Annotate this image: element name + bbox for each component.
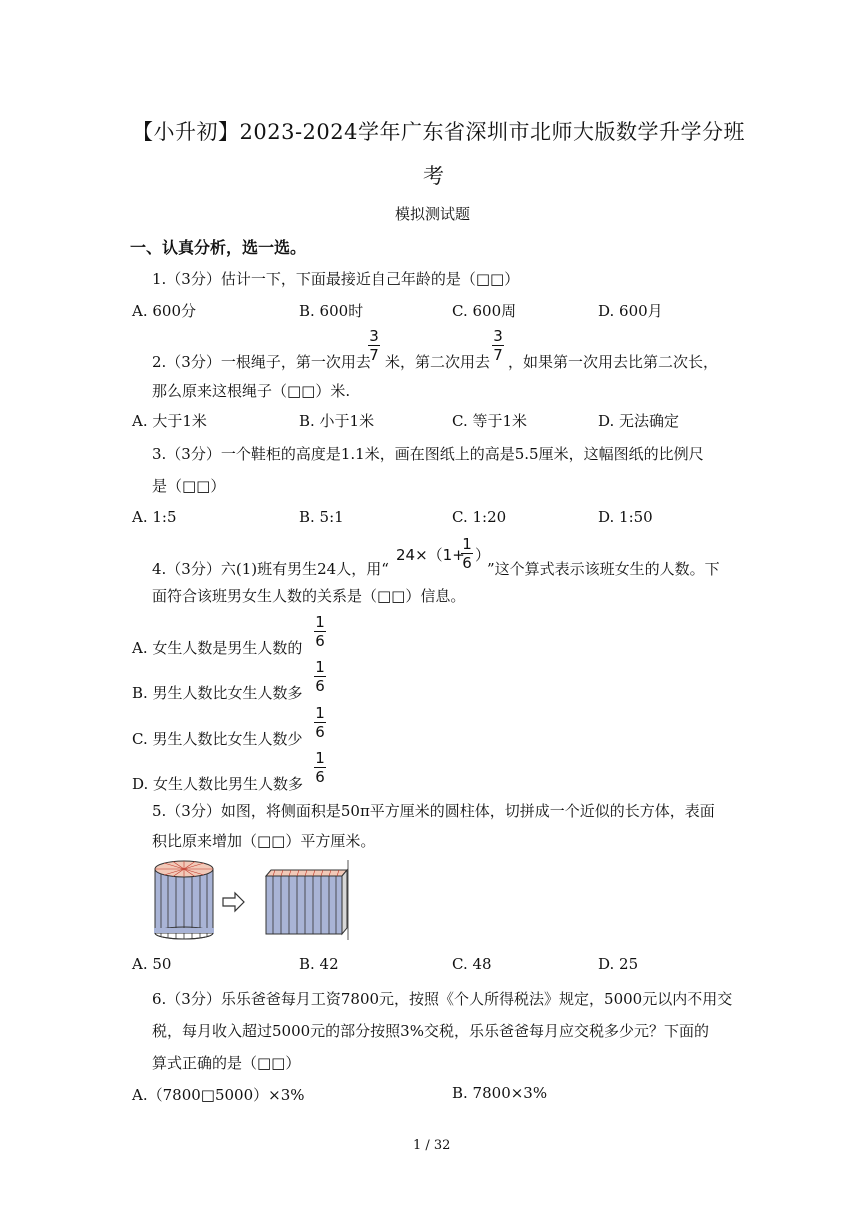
q3-option-a: A. 1:5 [132, 508, 177, 526]
fraction-numerator: 1 [315, 749, 325, 767]
cylinder-illustration [154, 861, 214, 939]
fraction-denominator: 7 [369, 346, 379, 364]
fraction-denominator: 6 [315, 768, 325, 786]
q3-option-d: D. 1:50 [598, 508, 653, 526]
question-4-text-line2: 面符合该班男女生人数的关系是（□□）信息。 [152, 587, 466, 605]
question-2-text-line2: 那么原来这根绳子（□□）米. [152, 382, 351, 400]
page-number: 1 / 32 [413, 1138, 451, 1153]
q5-option-d: D. 25 [598, 955, 639, 973]
fraction-denominator: 6 [462, 554, 472, 572]
q5-option-c: C. 48 [452, 955, 492, 973]
q2-fraction-2 [492, 328, 504, 363]
question-4-text-a: 4.（3分）六(1)班有男生24人，用“ [152, 560, 389, 578]
page-subtitle: 模拟测试题 [395, 205, 471, 223]
question-6-text-line3: 算式正确的是（□□） [152, 1054, 301, 1072]
q4-expression-suffix: ） [475, 546, 491, 564]
page-title-continued: 考 [423, 164, 445, 188]
fraction-denominator: 6 [315, 632, 325, 650]
question-6-text-line2: 税，每月收入超过5000元的部分按照3%交税，乐乐爸爸每月应交税多少元？下面的 [152, 1022, 709, 1040]
q4-option-c-fraction [314, 705, 326, 740]
fraction-denominator: 6 [315, 723, 325, 741]
question-5-text-line1: 5.（3分）如图，将侧面积是50π平方厘米的圆柱体，切拼成一个近似的长方体，表面 [152, 802, 715, 820]
q2-option-a: A. 大于1米 [132, 412, 207, 430]
q4-option-b-fraction [314, 659, 326, 694]
question-2-text-a: 2.（3分）一根绳子，第一次用去 [152, 353, 371, 371]
page-title: 【小升初】2023-2024学年广东省深圳市北师大版数学升学分班 [132, 120, 745, 144]
question-3-text-line1: 3.（3分）一个鞋柜的高度是1.1米，画在图纸上的高是5.5厘米，这幅图纸的比例尺 [152, 445, 704, 463]
fraction-numerator: 1 [315, 704, 325, 722]
question-6-text-line1: 6.（3分）乐乐爸爸每月工资7800元，按照《个人所得税法》规定，5000元以内不用交 [152, 990, 733, 1008]
fraction-numerator: 1 [315, 613, 325, 631]
q2-option-c: C. 等于1米 [452, 412, 528, 430]
q4-option-b: B. 男生人数比女生人数多 [132, 684, 303, 702]
q2-option-b: B. 小于1米 [299, 412, 375, 430]
q1-option-c: C. 600周 [452, 302, 517, 320]
q3-option-c: C. 1:20 [452, 508, 507, 526]
fraction-numerator: 3 [369, 327, 379, 345]
q4-option-a: A. 女生人数是男生人数的 [132, 639, 303, 657]
question-5-text-line2: 积比原来增加（□□）平方厘米。 [152, 832, 376, 850]
q5-option-b: B. 42 [299, 955, 339, 973]
q3-option-b: B. 5:1 [299, 508, 344, 526]
q5-option-a: A. 50 [132, 955, 172, 973]
q4-option-d: D. 女生人数比男生人数多 [132, 775, 304, 793]
q4-expression-prefix: 24×（1+ [396, 546, 465, 564]
q4-expression-fraction [461, 536, 473, 571]
question-1-text: 1.（3分）估计一下，下面最接近自己年龄的是（□□） [152, 270, 520, 288]
q4-option-c: C. 男生人数比女生人数少 [132, 730, 303, 748]
question-2-text-b: 米，第二次用去 [385, 353, 491, 371]
q4-option-a-fraction [314, 614, 326, 649]
q2-option-d: D. 无法确定 [598, 412, 680, 430]
arrow-right-icon [223, 893, 244, 911]
q6-option-b: B. 7800×3% [452, 1084, 548, 1102]
q1-option-a: A. 600分 [132, 302, 196, 320]
prism-illustration [266, 860, 348, 940]
q4-option-d-fraction [314, 750, 326, 785]
fraction-numerator: 1 [462, 535, 472, 553]
fraction-numerator: 1 [315, 658, 325, 676]
question-2-text-c: ，如果第一次用去比第二次长， [508, 353, 719, 371]
fraction-denominator: 6 [315, 677, 325, 695]
question-4-text-b: ”这个算式表示该班女生的人数。下 [487, 560, 720, 578]
fraction-numerator: 3 [493, 327, 503, 345]
fraction-denominator: 7 [493, 346, 503, 364]
question-3-text-line2: 是（□□） [152, 477, 226, 495]
section-heading: 一、认真分析，选一选。 [130, 238, 307, 257]
q6-option-a: A.（7800□5000）×3% [132, 1086, 305, 1104]
cylinder-to-prism-figure [140, 858, 355, 940]
q2-fraction-1 [368, 328, 380, 363]
q1-option-d: D. 600月 [598, 302, 663, 320]
q1-option-b: B. 600时 [299, 302, 364, 320]
